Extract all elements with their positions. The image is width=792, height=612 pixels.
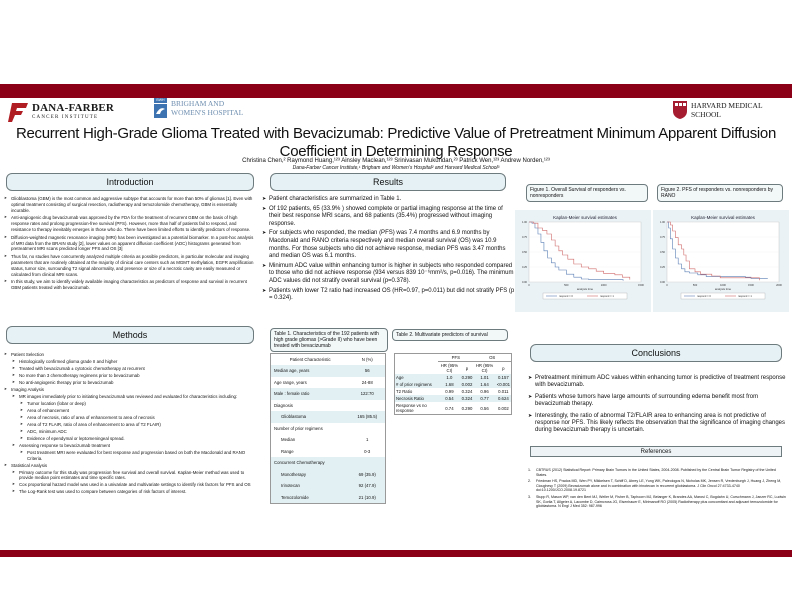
- methods-item: ➤ Imaging Analysis: [4, 387, 256, 393]
- table2-cell: 0.002: [497, 405, 509, 411]
- hms-line1: HARVARD MEDICAL: [691, 101, 763, 110]
- chart-title: Kaplan-Meier survival estimates: [691, 215, 755, 220]
- methods-item: ➤ Evidence of ependymal or leptomeningeal spread.: [20, 436, 256, 442]
- table1-label: Concurrent Chemotherapy: [274, 460, 325, 466]
- methods-item: ➤ Statistical Analysis: [4, 463, 256, 469]
- methods-item: ➤ Area of T2 FLAIR, ratio of area of enhancement to area of T2 FLAIR): [20, 422, 256, 428]
- table1-value: [349, 400, 385, 412]
- table2-subheader: p: [465, 365, 469, 371]
- reference-text: CBTRUS (2012) Statistical Report: Primary Brain Tumors in the United States, 2004-2008. Published by the Central Brain Tumor Registry of the United States.: [536, 468, 776, 477]
- table2-cell: 0.290: [461, 405, 473, 411]
- x-tick-label: 0: [528, 284, 530, 287]
- legend-label-0: respond = 0: [559, 295, 573, 298]
- table2-row: [395, 402, 512, 415]
- bwh-line2: WOMEN'S HOSPITAL: [171, 108, 244, 117]
- table2-cell: 0.324: [461, 389, 473, 394]
- figure2-chart: [653, 210, 789, 312]
- table1-value: [349, 423, 385, 435]
- results-bullet: ➤ Patient characteristics are summarized in Table 1.: [262, 196, 516, 204]
- table2-row: [395, 374, 512, 381]
- legend-label-1: respond = 1: [738, 295, 752, 298]
- conclusions-list: [528, 375, 788, 439]
- conclusion-bullet: ➤ Interestingly, the ratio of abnormal T2/FLAIR area to enhancing area is not predictive of response nor PFS. This likely reflects the observation that the significance of imaging changes during bevacizumab therapy is uncertain.: [528, 413, 788, 435]
- table2-cell: 0.77: [480, 396, 489, 401]
- table2-label: # of prior regimens: [396, 382, 432, 387]
- x-tick-label: 1000: [600, 284, 607, 287]
- table1: [270, 353, 386, 504]
- table2-cell: 0.011: [498, 389, 509, 394]
- figure1-caption: Figure 1. Overall Survival of responders vs. nonresponders: [526, 184, 648, 202]
- table2-row: [395, 381, 512, 388]
- figure1-chart: [515, 210, 651, 312]
- methods-item: ➤ Area of enhancement: [20, 408, 256, 414]
- table1-header-cell: N (%): [361, 357, 373, 362]
- bottom-banner: [0, 550, 792, 557]
- table1-value: 69 (35.9): [358, 471, 376, 477]
- table2-cell: 0.290: [461, 375, 473, 380]
- table2-cell: 0.99: [445, 389, 454, 394]
- dana-farber-emblem-icon: [8, 101, 30, 123]
- table2-label: T2 Ratio: [396, 389, 413, 394]
- table1-row: [271, 365, 386, 377]
- conclusion-bullet: ➤ Patients whose tumors have large amounts of surrounding edema benefit most from bevacizumab therapy.: [528, 394, 788, 409]
- hms-line2: SCHOOL: [691, 110, 722, 119]
- table1-label: Glioblastoma: [281, 414, 307, 420]
- x-axis-label: analysis time: [714, 287, 732, 291]
- introduction-list: [4, 196, 256, 293]
- bwh-line1: BRIGHAM AND: [171, 99, 225, 108]
- table1-label: Monotherapy: [281, 471, 307, 477]
- table2-cell: <0.001: [496, 382, 510, 387]
- results-bullet: ➤ Patients with lower T2 ratio had increased OS (HR=0.97, p=0.011) but did not stratify PFS (p = 0.324).: [262, 288, 516, 303]
- table2-row: [395, 388, 512, 395]
- table2-cell: 0.96: [480, 389, 489, 394]
- results-bullet: ➤ Of 192 patients, 65 (33.9% ) showed complete or partial imaging response at the time of their best response MRI scans, and 68 patients (35.4%) progressed without imaging response.: [262, 206, 516, 229]
- y-tick-label: 0.75: [521, 236, 527, 239]
- reference-number: 1.: [528, 468, 531, 472]
- y-tick-label: 0.50: [659, 251, 665, 254]
- table2-label: Necrosis Ratio: [396, 396, 424, 401]
- reference-text: Stupp R, Mason WP, van den Bent MJ, Weller M, Fisher B, Taphoorn MJ, Belanger K, Brandes AA, Marosi C, Bogdahn U, Curschmann J, Janzer RC, Ludwin SK, Gorlia T, Allgeier A, Lacombe D, Cairncross JG, Eisenhauer E, Mirimanoff RO (2005) Radiotherapy plus concomitant and adjuvant temozolomide for glioblastoma. N Engl J Med 352: 987-996: [536, 494, 786, 509]
- methods-item: ➤ Patient Selection: [4, 352, 256, 358]
- poster-title-line1: Recurrent High-Grade Glioma Treated with Bevacizumab: Predictive Value of Pretreatment Minimum Apparent Diffusion: [15, 125, 777, 142]
- reference-item: [528, 468, 786, 477]
- table1-row: [271, 423, 386, 435]
- dana-farber-subtitle: CANCER INSTITUTE: [32, 115, 99, 120]
- x-tick-label: 1000: [720, 284, 726, 287]
- methods-item: ➤ Histologically confirmed glioma grade II and higher: [12, 359, 256, 365]
- table2-cell: 0.324: [461, 396, 473, 401]
- table2-cell: 1.68: [445, 382, 454, 387]
- table2-cell: 1.64: [480, 382, 489, 387]
- methods-heading: Methods: [6, 326, 254, 344]
- intro-bullet: ➤ Glioblastoma (GBM) is the most common and aggressive subtype that accounts for more than 50% of gliomas [1]. Even with optimal treatment consisting of surgical resection, radiotherapy and temozolomide chemotherapy, GBM is essentially incurable.: [4, 196, 256, 213]
- table1-row: [271, 434, 386, 446]
- table1-label: Male : female ratio: [274, 391, 310, 397]
- conclusion-bullet: ➤ Pretreatment minimum ADC values within enhancing tumor is predictive of treatment response with bevacizumab.: [528, 375, 788, 390]
- table2-group-header: OS: [473, 354, 511, 362]
- table1-label: Number of prior regimens: [274, 425, 323, 431]
- table1-caption: Table 1. Characteristics of the 192 patients with high grade gliomas (>Grade II) who have been treated with bevacizumab: [270, 328, 388, 352]
- table2-cell: 0.002: [461, 382, 473, 387]
- methods-item: ➤ ADC, minimum ADC: [20, 429, 256, 435]
- affiliations: Dana-Farber Cancer Institute,¹ Brigham and Women’s Hospital² and Harvard Medical School³: [292, 165, 500, 171]
- methods-item: ➤ No anti-angiogenic therapy prior to bevacizumab: [12, 380, 256, 386]
- table1-value: 1: [366, 437, 369, 443]
- table1-row: [271, 400, 386, 412]
- legend-label-0: respond = 0: [697, 295, 711, 298]
- introduction-heading: Introduction: [6, 173, 254, 191]
- reference-item: [528, 479, 786, 493]
- reference-item: [528, 495, 786, 509]
- results-heading: Results: [270, 173, 506, 191]
- bwh-wave-icon: [154, 104, 167, 118]
- table1-value: 21 (10.9): [358, 494, 376, 500]
- table2-subheader: p: [502, 365, 505, 371]
- table1-value: 92 (47.9): [358, 483, 376, 489]
- table1-row: [271, 480, 386, 492]
- methods-item: ➤ Assessing response to bevacizumab treatment: [12, 443, 256, 449]
- reference-number: 3.: [528, 494, 531, 499]
- y-tick-label: 1.00: [521, 221, 527, 224]
- dana-farber-logo: [8, 101, 128, 125]
- table2-subheader: HR (95% CI): [440, 363, 459, 373]
- poster-title-line2: Coefficient in Determining Response: [279, 143, 513, 160]
- methods-item: ➤ Post treatment MRI were evaluated for best response and progression based on both the Macdonald and RANO Criteria.: [20, 450, 256, 462]
- figure2-caption: Figure 2. PFS of responders vs. nonresponders by RANO: [657, 184, 783, 202]
- authors: Christina Chen,² Raymond Huang,¹²³ Ainsley Maclean,¹²³ Srinivasan Mukundan,²³ Patrick Wen,¹²³ Andrew Norden,¹²³: [242, 158, 550, 164]
- table2-row: [395, 395, 512, 402]
- table2-cell: 0.74: [445, 405, 454, 411]
- methods-item: ➤ No more than 3 chemotherapy regimens prior to bevacizumab: [12, 373, 256, 379]
- table2-group-header: PFS: [438, 354, 473, 362]
- y-tick-label: 0.50: [521, 251, 527, 254]
- methods-item: ➤ Area of necrosis, ratio of area of enhancement to area of necrosis: [20, 415, 256, 421]
- methods-item: ➤ Tumor location (lobar or deep): [20, 401, 256, 407]
- table1-label: Age range, years: [274, 379, 307, 385]
- references-list: [528, 468, 786, 511]
- x-tick-label: 500: [692, 284, 698, 287]
- table1-label: Temozolomide: [281, 494, 309, 500]
- table2-caption: Table 2. Multivariate predictors of survival: [392, 329, 508, 341]
- results-list: [262, 196, 516, 305]
- table1-value: 0-3: [364, 448, 371, 454]
- chart-title: Kaplan-Meier survival estimates: [553, 215, 617, 220]
- table1-value: [349, 457, 385, 469]
- y-tick-label: 0.25: [521, 266, 527, 269]
- table2: [394, 353, 512, 415]
- table2-cell: 0.157: [497, 375, 509, 380]
- table1-row: [271, 411, 386, 423]
- bwh-badge: BWH: [154, 98, 167, 103]
- methods-item: ➤ MR images immediately prior to initiating bevacizumab was reviewed and evaluated for characteristics including:: [12, 394, 256, 400]
- results-bullet: ➤ Minimum ADC value within enhancing tumor is higher in subjects who responded compared to those who did not achieve response (934 versus 839 10⁻⁶mm²/s, p=0.016). The minimum ADC values did not stratify overall survival (p=0.378).: [262, 263, 516, 286]
- table1-label: Irinotecan: [281, 483, 300, 489]
- harvard-logo: [673, 100, 791, 124]
- table1-value: 56: [364, 368, 370, 374]
- table2-cell: 0.54: [445, 396, 454, 401]
- table1-label: Median: [281, 437, 296, 443]
- table1-value: 24-88: [361, 379, 373, 385]
- table1-value: 165 (85.5): [357, 414, 378, 420]
- table1-value: 122:70: [360, 391, 374, 397]
- methods-item: ➤ Treated with bevacizumab ± cytotoxic chemotherapy at recurrent: [12, 366, 256, 372]
- brigham-logo: [154, 98, 284, 124]
- table2-subheader: HR (95% CI): [475, 363, 494, 373]
- table1-row: [271, 446, 386, 458]
- y-tick-label: 0.25: [659, 266, 665, 269]
- legend-label-1: respond = 1: [600, 295, 614, 298]
- table1-row: [271, 492, 386, 504]
- table2-group-row: [395, 354, 512, 362]
- table2-subheader-row: [395, 362, 512, 375]
- x-tick-label: 0: [666, 284, 668, 287]
- table1-label: Diagnosis: [274, 402, 293, 408]
- harvard-shield-icon: [673, 101, 687, 119]
- table2-cell: 0.56: [480, 405, 489, 411]
- y-tick-label: 0.00: [521, 281, 527, 284]
- y-tick-label: 1.00: [659, 221, 665, 224]
- table2-corner: [395, 362, 439, 375]
- methods-item: ➤ Primary outcome for this study was progression free survival and overall survival. Kaplan-Meier method was used to provide median point estimates and time specific rates.: [12, 470, 256, 482]
- references-heading: References: [530, 446, 782, 457]
- table2-cell: 1.01: [480, 375, 489, 380]
- table1-row: [271, 469, 386, 481]
- top-banner: [0, 84, 792, 98]
- table2-cell: 1.0: [446, 375, 453, 380]
- x-axis-label: analysis time: [576, 287, 594, 291]
- table1-row: [271, 457, 386, 469]
- y-tick-label: 0.75: [659, 236, 665, 239]
- y-tick-label: 0.00: [659, 281, 665, 284]
- reference-text: Friedman HS, Prados MD, Wen PY, Mikkelsen T, Schiff D, Abrey LE, Yung WK, Paleologos N, Nicholas MK, Jensen R, Vredenburgh J, Huang J, Zheng M, Cloughesy T (2009) Bevacizumab alone and in combination with irinotecan in recurrent glioblastoma. J Clin Oncol 27:4733-4740 doi:10.1200/JCO.2008.19.8721: [536, 479, 782, 493]
- table1-row: [271, 388, 386, 400]
- table1-header-row: [271, 354, 386, 366]
- dana-farber-name: DANA-FARBER: [32, 102, 115, 114]
- intro-bullet: ➤ In this study, we aim to identify widely available imaging characteristics as predictors of response and survival in recurrent GBM patients treated with bevacizumab.: [4, 279, 256, 291]
- reference-number: 2.: [528, 479, 531, 484]
- methods-item: ➤ The Log-Rank test was used to compare between categories of risk factors of interest.: [12, 489, 256, 495]
- x-tick-label: 1500: [748, 284, 754, 287]
- intro-bullet: ➤ Anti-angiogenic drug bevacizumab was approved by the FDA for the treatment of recurrent GBM on the basis of high response rates and prolong progression-free survival (PFS). However, more than half of patients fail to respond, and resistance to therapy inevitably emerges in those who do. There have been limited efforts to identify predictors of response.: [4, 215, 256, 232]
- conclusions-heading: Conclusions: [530, 344, 782, 362]
- methods-list: [4, 352, 256, 496]
- table2-corner: [395, 354, 439, 362]
- methods-item: ➤ Cox proportional hazard model was used in a univariate and multivariate settings to identify risk factors for PFS and OS: [12, 482, 256, 488]
- table1-header-cell: Patient Characteristic: [289, 357, 331, 362]
- table1-label: Range: [281, 448, 294, 454]
- table1-label: Median age, years: [274, 368, 310, 374]
- table2-cell: 0.624: [497, 396, 509, 401]
- intro-bullet: ➤ Thus far, no studies have concurrently analyzed multiple criteria as possible predictors, in particular molecular and imaging parameters that are routinely obtained at the majority of clinical care centers such as MGMT methylation, EGFR amplification status, tumor size, surrounding T2 signal abnormality, and presence or size of a necrotic cavity are easily measured or calculated from clinical MRI scans.: [4, 254, 256, 277]
- x-tick-label: 500: [564, 284, 569, 287]
- table2-label: Response vs no response: [396, 403, 427, 413]
- results-bullet: ➤ For subjects who responded, the median (PFS) was 7.4 months and 6.9 months by Macdonald and RANO criteria respectively and median overall survival (OS) was 10.9 months. For those subjects who did not achieve response, median PFS was 3.47 months and median OS was 6.1 months.: [262, 230, 516, 260]
- x-tick-label: 1500: [638, 284, 644, 287]
- table1-row: [271, 377, 386, 389]
- x-tick-label: 2000: [776, 284, 782, 287]
- intro-bullet: ➤ Diffusion-weighted magnetic resonance imaging (MRI) has been investigated as a potential biomarker. In a post-hoc analysis of MRI data from the BRAIN study [2], lower values on apparent diffusion coefficient (ADC) histograms generated from pretreatment MRI scans predicted longer PFS and OS [3]: [4, 235, 256, 252]
- table2-label: Age: [396, 375, 404, 380]
